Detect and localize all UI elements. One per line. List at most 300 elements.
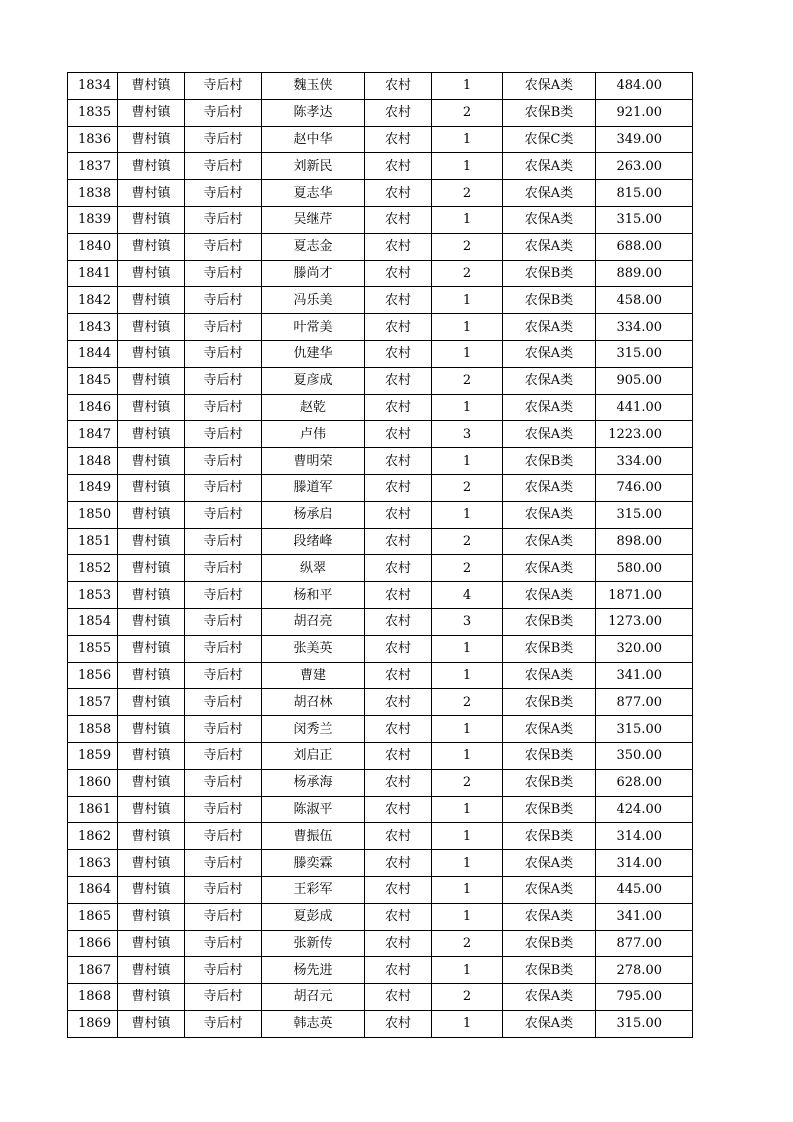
township-cell: 曹村镇 xyxy=(118,260,185,287)
name-cell: 滕道军 xyxy=(262,474,365,501)
serial-number-cell: 1865 xyxy=(68,903,118,930)
village-cell: 寺后村 xyxy=(185,555,262,582)
township-cell: 曹村镇 xyxy=(118,1010,185,1037)
insurance-category-cell: 农保A类 xyxy=(503,474,596,501)
table-row xyxy=(68,474,693,501)
village-cell: 寺后村 xyxy=(185,689,262,716)
village-cell: 寺后村 xyxy=(185,474,262,501)
name-cell: 闵秀兰 xyxy=(262,716,365,743)
member-count-cell: 2 xyxy=(432,99,503,126)
township-cell: 曹村镇 xyxy=(118,769,185,796)
amount-cell: 320.00 xyxy=(596,635,693,662)
table-row xyxy=(68,635,693,662)
township-cell: 曹村镇 xyxy=(118,555,185,582)
insurance-category-cell: 农保B类 xyxy=(503,957,596,984)
amount-cell: 263.00 xyxy=(596,153,693,180)
serial-number-cell: 1866 xyxy=(68,930,118,957)
member-count-cell: 2 xyxy=(432,260,503,287)
amount-cell: 580.00 xyxy=(596,555,693,582)
township-cell: 曹村镇 xyxy=(118,930,185,957)
household-type-cell: 农村 xyxy=(365,153,432,180)
insurance-category-cell: 农保A类 xyxy=(503,876,596,903)
member-count-cell: 1 xyxy=(432,73,503,100)
member-count-cell: 1 xyxy=(432,957,503,984)
household-type-cell: 农村 xyxy=(365,635,432,662)
township-cell: 曹村镇 xyxy=(118,876,185,903)
township-cell: 曹村镇 xyxy=(118,153,185,180)
township-cell: 曹村镇 xyxy=(118,340,185,367)
household-type-cell: 农村 xyxy=(365,823,432,850)
serial-number-cell: 1855 xyxy=(68,635,118,662)
household-type-cell: 农村 xyxy=(365,448,432,475)
table-row xyxy=(68,287,693,314)
amount-cell: 341.00 xyxy=(596,662,693,689)
name-cell: 赵中华 xyxy=(262,126,365,153)
serial-number-cell: 1839 xyxy=(68,206,118,233)
amount-cell: 314.00 xyxy=(596,850,693,877)
insurance-category-cell: 农保A类 xyxy=(503,662,596,689)
name-cell: 杨先进 xyxy=(262,957,365,984)
serial-number-cell: 1836 xyxy=(68,126,118,153)
member-count-cell: 2 xyxy=(432,474,503,501)
member-count-cell: 1 xyxy=(432,206,503,233)
household-type-cell: 农村 xyxy=(365,367,432,394)
household-type-cell: 农村 xyxy=(365,582,432,609)
township-cell: 曹村镇 xyxy=(118,716,185,743)
table-row xyxy=(68,555,693,582)
township-cell: 曹村镇 xyxy=(118,957,185,984)
serial-number-cell: 1864 xyxy=(68,876,118,903)
insurance-category-cell: 农保A类 xyxy=(503,903,596,930)
name-cell: 胡召林 xyxy=(262,689,365,716)
serial-number-cell: 1849 xyxy=(68,474,118,501)
insurance-category-cell: 农保A类 xyxy=(503,180,596,207)
household-type-cell: 农村 xyxy=(365,233,432,260)
township-cell: 曹村镇 xyxy=(118,635,185,662)
table-row xyxy=(68,314,693,341)
name-cell: 陈孝达 xyxy=(262,99,365,126)
insurance-category-cell: 农保A类 xyxy=(503,984,596,1011)
amount-cell: 315.00 xyxy=(596,1010,693,1037)
table-row xyxy=(68,394,693,421)
village-cell: 寺后村 xyxy=(185,340,262,367)
serial-number-cell: 1837 xyxy=(68,153,118,180)
amount-cell: 746.00 xyxy=(596,474,693,501)
assistance-table xyxy=(67,72,693,1038)
name-cell: 张美英 xyxy=(262,635,365,662)
township-cell: 曹村镇 xyxy=(118,394,185,421)
household-type-cell: 农村 xyxy=(365,206,432,233)
insurance-category-cell: 农保B类 xyxy=(503,689,596,716)
village-cell: 寺后村 xyxy=(185,930,262,957)
serial-number-cell: 1856 xyxy=(68,662,118,689)
table-row xyxy=(68,582,693,609)
insurance-category-cell: 农保C类 xyxy=(503,126,596,153)
name-cell: 王彩军 xyxy=(262,876,365,903)
table-row xyxy=(68,930,693,957)
village-cell: 寺后村 xyxy=(185,716,262,743)
insurance-category-cell: 农保A类 xyxy=(503,421,596,448)
table-row xyxy=(68,957,693,984)
amount-cell: 1871.00 xyxy=(596,582,693,609)
insurance-category-cell: 农保A类 xyxy=(503,528,596,555)
township-cell: 曹村镇 xyxy=(118,742,185,769)
table-row xyxy=(68,850,693,877)
household-type-cell: 农村 xyxy=(365,99,432,126)
serial-number-cell: 1858 xyxy=(68,716,118,743)
amount-cell: 315.00 xyxy=(596,716,693,743)
table-row xyxy=(68,662,693,689)
table-row xyxy=(68,1010,693,1037)
member-count-cell: 1 xyxy=(432,394,503,421)
amount-cell: 445.00 xyxy=(596,876,693,903)
table-body xyxy=(68,73,693,1038)
table-row xyxy=(68,823,693,850)
household-type-cell: 农村 xyxy=(365,421,432,448)
household-type-cell: 农村 xyxy=(365,73,432,100)
township-cell: 曹村镇 xyxy=(118,662,185,689)
township-cell: 曹村镇 xyxy=(118,474,185,501)
serial-number-cell: 1838 xyxy=(68,180,118,207)
member-count-cell: 2 xyxy=(432,769,503,796)
village-cell: 寺后村 xyxy=(185,501,262,528)
name-cell: 杨承启 xyxy=(262,501,365,528)
insurance-category-cell: 农保B类 xyxy=(503,742,596,769)
village-cell: 寺后村 xyxy=(185,287,262,314)
member-count-cell: 3 xyxy=(432,608,503,635)
village-cell: 寺后村 xyxy=(185,233,262,260)
table-row xyxy=(68,99,693,126)
township-cell: 曹村镇 xyxy=(118,608,185,635)
insurance-category-cell: 农保B类 xyxy=(503,608,596,635)
township-cell: 曹村镇 xyxy=(118,180,185,207)
township-cell: 曹村镇 xyxy=(118,126,185,153)
name-cell: 曹明荣 xyxy=(262,448,365,475)
township-cell: 曹村镇 xyxy=(118,984,185,1011)
household-type-cell: 农村 xyxy=(365,474,432,501)
table-row xyxy=(68,421,693,448)
name-cell: 冯乐美 xyxy=(262,287,365,314)
township-cell: 曹村镇 xyxy=(118,287,185,314)
member-count-cell: 1 xyxy=(432,287,503,314)
serial-number-cell: 1862 xyxy=(68,823,118,850)
table-row xyxy=(68,367,693,394)
village-cell: 寺后村 xyxy=(185,153,262,180)
village-cell: 寺后村 xyxy=(185,582,262,609)
amount-cell: 628.00 xyxy=(596,769,693,796)
serial-number-cell: 1860 xyxy=(68,769,118,796)
village-cell: 寺后村 xyxy=(185,635,262,662)
amount-cell: 315.00 xyxy=(596,501,693,528)
serial-number-cell: 1847 xyxy=(68,421,118,448)
name-cell: 陈淑平 xyxy=(262,796,365,823)
household-type-cell: 农村 xyxy=(365,1010,432,1037)
name-cell: 杨和平 xyxy=(262,582,365,609)
township-cell: 曹村镇 xyxy=(118,582,185,609)
township-cell: 曹村镇 xyxy=(118,528,185,555)
serial-number-cell: 1851 xyxy=(68,528,118,555)
name-cell: 滕奕霖 xyxy=(262,850,365,877)
household-type-cell: 农村 xyxy=(365,528,432,555)
name-cell: 夏彦成 xyxy=(262,367,365,394)
table-row xyxy=(68,180,693,207)
member-count-cell: 4 xyxy=(432,582,503,609)
amount-cell: 350.00 xyxy=(596,742,693,769)
member-count-cell: 1 xyxy=(432,742,503,769)
insurance-category-cell: 农保B类 xyxy=(503,796,596,823)
village-cell: 寺后村 xyxy=(185,823,262,850)
township-cell: 曹村镇 xyxy=(118,796,185,823)
township-cell: 曹村镇 xyxy=(118,823,185,850)
village-cell: 寺后村 xyxy=(185,742,262,769)
member-count-cell: 1 xyxy=(432,340,503,367)
household-type-cell: 农村 xyxy=(365,180,432,207)
table-row xyxy=(68,716,693,743)
township-cell: 曹村镇 xyxy=(118,73,185,100)
serial-number-cell: 1834 xyxy=(68,73,118,100)
serial-number-cell: 1844 xyxy=(68,340,118,367)
village-cell: 寺后村 xyxy=(185,984,262,1011)
amount-cell: 314.00 xyxy=(596,823,693,850)
member-count-cell: 1 xyxy=(432,314,503,341)
member-count-cell: 1 xyxy=(432,1010,503,1037)
amount-cell: 921.00 xyxy=(596,99,693,126)
household-type-cell: 农村 xyxy=(365,689,432,716)
name-cell: 杨承海 xyxy=(262,769,365,796)
name-cell: 胡召元 xyxy=(262,984,365,1011)
table-row xyxy=(68,233,693,260)
table-row xyxy=(68,206,693,233)
amount-cell: 484.00 xyxy=(596,73,693,100)
household-type-cell: 农村 xyxy=(365,930,432,957)
serial-number-cell: 1867 xyxy=(68,957,118,984)
amount-cell: 795.00 xyxy=(596,984,693,1011)
village-cell: 寺后村 xyxy=(185,367,262,394)
member-count-cell: 1 xyxy=(432,903,503,930)
table-row xyxy=(68,903,693,930)
household-type-cell: 农村 xyxy=(365,716,432,743)
amount-cell: 334.00 xyxy=(596,314,693,341)
name-cell: 仇建华 xyxy=(262,340,365,367)
table-row xyxy=(68,689,693,716)
household-type-cell: 农村 xyxy=(365,742,432,769)
village-cell: 寺后村 xyxy=(185,528,262,555)
amount-cell: 424.00 xyxy=(596,796,693,823)
township-cell: 曹村镇 xyxy=(118,501,185,528)
member-count-cell: 1 xyxy=(432,716,503,743)
insurance-category-cell: 农保A类 xyxy=(503,850,596,877)
insurance-category-cell: 农保A类 xyxy=(503,233,596,260)
serial-number-cell: 1857 xyxy=(68,689,118,716)
name-cell: 刘新民 xyxy=(262,153,365,180)
village-cell: 寺后村 xyxy=(185,314,262,341)
serial-number-cell: 1863 xyxy=(68,850,118,877)
table-row xyxy=(68,608,693,635)
table-row xyxy=(68,528,693,555)
serial-number-cell: 1850 xyxy=(68,501,118,528)
member-count-cell: 1 xyxy=(432,850,503,877)
serial-number-cell: 1835 xyxy=(68,99,118,126)
amount-cell: 1223.00 xyxy=(596,421,693,448)
member-count-cell: 2 xyxy=(432,367,503,394)
table-row xyxy=(68,501,693,528)
village-cell: 寺后村 xyxy=(185,903,262,930)
name-cell: 赵乾 xyxy=(262,394,365,421)
township-cell: 曹村镇 xyxy=(118,99,185,126)
member-count-cell: 3 xyxy=(432,421,503,448)
village-cell: 寺后村 xyxy=(185,957,262,984)
insurance-category-cell: 农保B类 xyxy=(503,635,596,662)
insurance-category-cell: 农保B类 xyxy=(503,930,596,957)
household-type-cell: 农村 xyxy=(365,287,432,314)
village-cell: 寺后村 xyxy=(185,180,262,207)
household-type-cell: 农村 xyxy=(365,126,432,153)
table-row xyxy=(68,340,693,367)
amount-cell: 458.00 xyxy=(596,287,693,314)
amount-cell: 315.00 xyxy=(596,206,693,233)
household-type-cell: 农村 xyxy=(365,796,432,823)
name-cell: 曹建 xyxy=(262,662,365,689)
member-count-cell: 1 xyxy=(432,823,503,850)
member-count-cell: 1 xyxy=(432,796,503,823)
table-row xyxy=(68,448,693,475)
member-count-cell: 1 xyxy=(432,635,503,662)
name-cell: 叶常美 xyxy=(262,314,365,341)
household-type-cell: 农村 xyxy=(365,340,432,367)
name-cell: 纵翠 xyxy=(262,555,365,582)
member-count-cell: 2 xyxy=(432,233,503,260)
serial-number-cell: 1852 xyxy=(68,555,118,582)
name-cell: 张新传 xyxy=(262,930,365,957)
name-cell: 夏志华 xyxy=(262,180,365,207)
name-cell: 刘启正 xyxy=(262,742,365,769)
household-type-cell: 农村 xyxy=(365,662,432,689)
serial-number-cell: 1859 xyxy=(68,742,118,769)
household-type-cell: 农村 xyxy=(365,314,432,341)
township-cell: 曹村镇 xyxy=(118,367,185,394)
township-cell: 曹村镇 xyxy=(118,903,185,930)
name-cell: 卢伟 xyxy=(262,421,365,448)
name-cell: 夏彭成 xyxy=(262,903,365,930)
township-cell: 曹村镇 xyxy=(118,448,185,475)
village-cell: 寺后村 xyxy=(185,876,262,903)
household-type-cell: 农村 xyxy=(365,260,432,287)
insurance-category-cell: 农保A类 xyxy=(503,73,596,100)
insurance-category-cell: 农保B类 xyxy=(503,823,596,850)
table-row xyxy=(68,876,693,903)
amount-cell: 815.00 xyxy=(596,180,693,207)
township-cell: 曹村镇 xyxy=(118,233,185,260)
household-type-cell: 农村 xyxy=(365,876,432,903)
name-cell: 滕尚才 xyxy=(262,260,365,287)
serial-number-cell: 1868 xyxy=(68,984,118,1011)
table-row xyxy=(68,153,693,180)
member-count-cell: 2 xyxy=(432,689,503,716)
name-cell: 胡召亮 xyxy=(262,608,365,635)
household-type-cell: 农村 xyxy=(365,555,432,582)
household-type-cell: 农村 xyxy=(365,957,432,984)
table-row xyxy=(68,742,693,769)
serial-number-cell: 1843 xyxy=(68,314,118,341)
township-cell: 曹村镇 xyxy=(118,850,185,877)
insurance-category-cell: 农保B类 xyxy=(503,99,596,126)
insurance-category-cell: 农保A类 xyxy=(503,367,596,394)
serial-number-cell: 1846 xyxy=(68,394,118,421)
insurance-category-cell: 农保B类 xyxy=(503,448,596,475)
village-cell: 寺后村 xyxy=(185,662,262,689)
amount-cell: 341.00 xyxy=(596,903,693,930)
village-cell: 寺后村 xyxy=(185,126,262,153)
member-count-cell: 1 xyxy=(432,448,503,475)
serial-number-cell: 1854 xyxy=(68,608,118,635)
member-count-cell: 1 xyxy=(432,662,503,689)
table-row xyxy=(68,260,693,287)
village-cell: 寺后村 xyxy=(185,796,262,823)
insurance-category-cell: 农保A类 xyxy=(503,716,596,743)
member-count-cell: 2 xyxy=(432,984,503,1011)
serial-number-cell: 1861 xyxy=(68,796,118,823)
insurance-category-cell: 农保A类 xyxy=(503,555,596,582)
table-row xyxy=(68,769,693,796)
amount-cell: 278.00 xyxy=(596,957,693,984)
amount-cell: 905.00 xyxy=(596,367,693,394)
amount-cell: 898.00 xyxy=(596,528,693,555)
household-type-cell: 农村 xyxy=(365,984,432,1011)
household-type-cell: 农村 xyxy=(365,501,432,528)
household-type-cell: 农村 xyxy=(365,850,432,877)
member-count-cell: 1 xyxy=(432,876,503,903)
insurance-category-cell: 农保B类 xyxy=(503,287,596,314)
serial-number-cell: 1869 xyxy=(68,1010,118,1037)
amount-cell: 1273.00 xyxy=(596,608,693,635)
serial-number-cell: 1848 xyxy=(68,448,118,475)
township-cell: 曹村镇 xyxy=(118,314,185,341)
insurance-category-cell: 农保B类 xyxy=(503,769,596,796)
amount-cell: 349.00 xyxy=(596,126,693,153)
amount-cell: 334.00 xyxy=(596,448,693,475)
village-cell: 寺后村 xyxy=(185,1010,262,1037)
insurance-category-cell: 农保A类 xyxy=(503,501,596,528)
name-cell: 吴继芹 xyxy=(262,206,365,233)
household-type-cell: 农村 xyxy=(365,769,432,796)
member-count-cell: 2 xyxy=(432,555,503,582)
village-cell: 寺后村 xyxy=(185,608,262,635)
village-cell: 寺后村 xyxy=(185,394,262,421)
serial-number-cell: 1840 xyxy=(68,233,118,260)
insurance-category-cell: 农保A类 xyxy=(503,314,596,341)
serial-number-cell: 1841 xyxy=(68,260,118,287)
village-cell: 寺后村 xyxy=(185,421,262,448)
table-row xyxy=(68,796,693,823)
member-count-cell: 1 xyxy=(432,501,503,528)
amount-cell: 315.00 xyxy=(596,340,693,367)
amount-cell: 441.00 xyxy=(596,394,693,421)
name-cell: 韩志英 xyxy=(262,1010,365,1037)
village-cell: 寺后村 xyxy=(185,206,262,233)
village-cell: 寺后村 xyxy=(185,73,262,100)
member-count-cell: 2 xyxy=(432,180,503,207)
township-cell: 曹村镇 xyxy=(118,689,185,716)
member-count-cell: 2 xyxy=(432,930,503,957)
table-row xyxy=(68,984,693,1011)
serial-number-cell: 1853 xyxy=(68,582,118,609)
amount-cell: 889.00 xyxy=(596,260,693,287)
village-cell: 寺后村 xyxy=(185,99,262,126)
amount-cell: 877.00 xyxy=(596,930,693,957)
household-type-cell: 农村 xyxy=(365,608,432,635)
member-count-cell: 1 xyxy=(432,153,503,180)
insurance-category-cell: 农保A类 xyxy=(503,394,596,421)
